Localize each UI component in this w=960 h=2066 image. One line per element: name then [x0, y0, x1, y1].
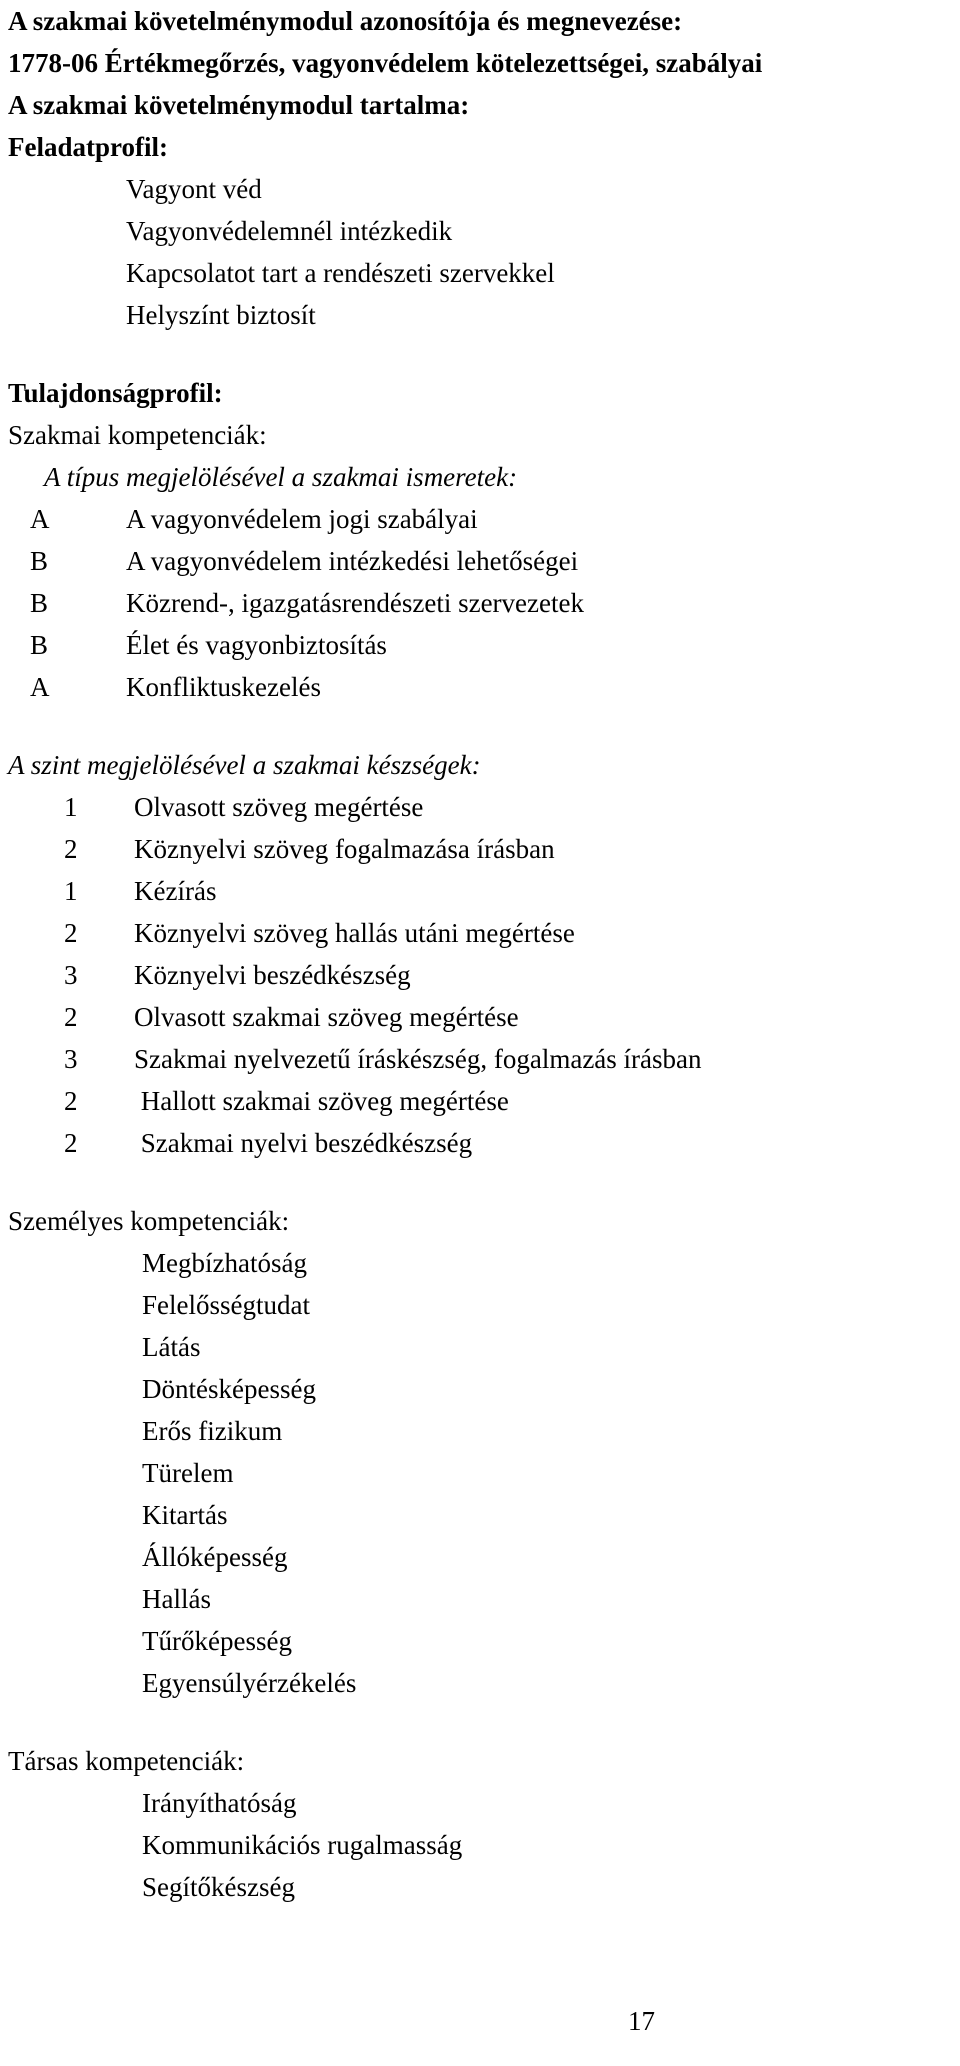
keszseg-text: Olvasott szöveg megértése	[134, 792, 424, 822]
module-name: 1778-06 Értékmegőrzés, vagyonvédelem kötelezettségei, szabályai	[8, 48, 763, 78]
ismeret-row	[8, 624, 952, 666]
keszseg-row	[8, 828, 952, 870]
keszseg-row	[8, 786, 952, 828]
keszsegek-heading: A szint megjelölésével a szakmai készségek:	[8, 750, 481, 780]
tarsas-item: Irányíthatóság	[142, 1788, 297, 1818]
feladat-item: Kapcsolatot tart a rendészeti szervekkel	[126, 258, 555, 288]
keszseg-row	[8, 870, 952, 912]
ismeret-code: B	[30, 630, 49, 660]
feladat-item: Vagyont véd	[126, 174, 262, 204]
keszseg-level: 3	[64, 960, 78, 990]
keszseg-text: Szakmai nyelvi beszédkészség	[134, 1128, 473, 1158]
keszseg-level: 2	[64, 1086, 78, 1116]
ismeret-text: Élet és vagyonbiztosítás	[126, 630, 387, 660]
keszseg-text: Köznyelvi szöveg fogalmazása írásban	[134, 834, 555, 864]
keszseg-text: Köznyelvi beszédkészség	[134, 960, 411, 990]
szemelyes-item: Tűrőképesség	[142, 1626, 292, 1656]
keszseg-text: Olvasott szakmai szöveg megértése	[134, 1002, 519, 1032]
tulajdonsagprofil-heading: Tulajdonságprofil:	[8, 378, 223, 408]
ismeret-code: B	[30, 546, 49, 576]
feladat-item: Vagyonvédelemnél intézkedik	[126, 216, 453, 246]
tarsas-item: Kommunikációs rugalmasság	[142, 1830, 463, 1860]
keszseg-row	[8, 912, 952, 954]
keszseg-level: 2	[64, 1002, 78, 1032]
ismeret-row	[8, 666, 952, 708]
keszseg-level: 2	[64, 1128, 78, 1158]
ismeret-text: Közrend-, igazgatásrendészeti szervezetek	[126, 588, 584, 618]
szemelyes-item: Türelem	[142, 1458, 234, 1488]
ismeret-text: A vagyonvédelem jogi szabályai	[126, 504, 478, 534]
ismeret-row	[8, 540, 952, 582]
keszseg-row	[8, 954, 952, 996]
document-page	[8, 0, 952, 1908]
szakmai-kompetenciak-heading: Szakmai kompetenciák:	[8, 420, 267, 450]
feladat-item: Helyszínt biztosít	[126, 300, 316, 330]
szemelyes-item: Hallás	[142, 1584, 211, 1614]
keszseg-row	[8, 996, 952, 1038]
ismeret-row	[8, 582, 952, 624]
szemelyes-item: Erős fizikum	[142, 1416, 283, 1446]
keszseg-text: Szakmai nyelvezetű íráskészség, fogalmazás írásban	[134, 1044, 702, 1074]
szemelyes-item: Látás	[142, 1332, 201, 1362]
keszseg-row	[8, 1038, 952, 1080]
module-id-heading: A szakmai követelménymodul azonosítója és megnevezése:	[8, 6, 683, 36]
keszseg-text: Köznyelvi szöveg hallás utáni megértése	[134, 918, 575, 948]
szemelyes-kompetenciak-heading: Személyes kompetenciák:	[8, 1206, 290, 1236]
szemelyes-item: Felelősségtudat	[142, 1290, 310, 1320]
keszseg-row	[8, 1122, 952, 1164]
ismeret-code: A	[30, 672, 50, 702]
keszseg-level: 3	[64, 1044, 78, 1074]
feladatprofil-heading: Feladatprofil:	[8, 132, 168, 162]
ismeretek-heading: A típus megjelölésével a szakmai ismeretek:	[44, 462, 518, 492]
szemelyes-item: Állóképesség	[142, 1542, 288, 1572]
ismeret-code: A	[30, 504, 50, 534]
module-content-heading: A szakmai követelménymodul tartalma:	[8, 90, 470, 120]
szemelyes-item: Egyensúlyérzékelés	[142, 1668, 357, 1698]
ismeret-text: Konfliktuskezelés	[126, 672, 321, 702]
tarsas-kompetenciak-heading: Társas kompetenciák:	[8, 1746, 245, 1776]
keszseg-level: 1	[64, 792, 78, 822]
keszseg-text: Hallott szakmai szöveg megértése	[134, 1086, 509, 1116]
tarsas-item: Segítőkészség	[142, 1872, 295, 1902]
keszseg-level: 1	[64, 876, 78, 906]
ismeret-text: A vagyonvédelem intézkedési lehetőségei	[126, 546, 579, 576]
keszseg-text: Kézírás	[134, 876, 217, 906]
szemelyes-item: Megbízhatóság	[142, 1248, 307, 1278]
ismeret-row	[8, 498, 952, 540]
szemelyes-item: Kitartás	[142, 1500, 228, 1530]
keszseg-level: 2	[64, 918, 78, 948]
keszseg-row	[8, 1080, 952, 1122]
page-number: 17	[628, 2006, 655, 2036]
szemelyes-item: Döntésképesség	[142, 1374, 316, 1404]
keszseg-level: 2	[64, 834, 78, 864]
ismeret-code: B	[30, 588, 49, 618]
